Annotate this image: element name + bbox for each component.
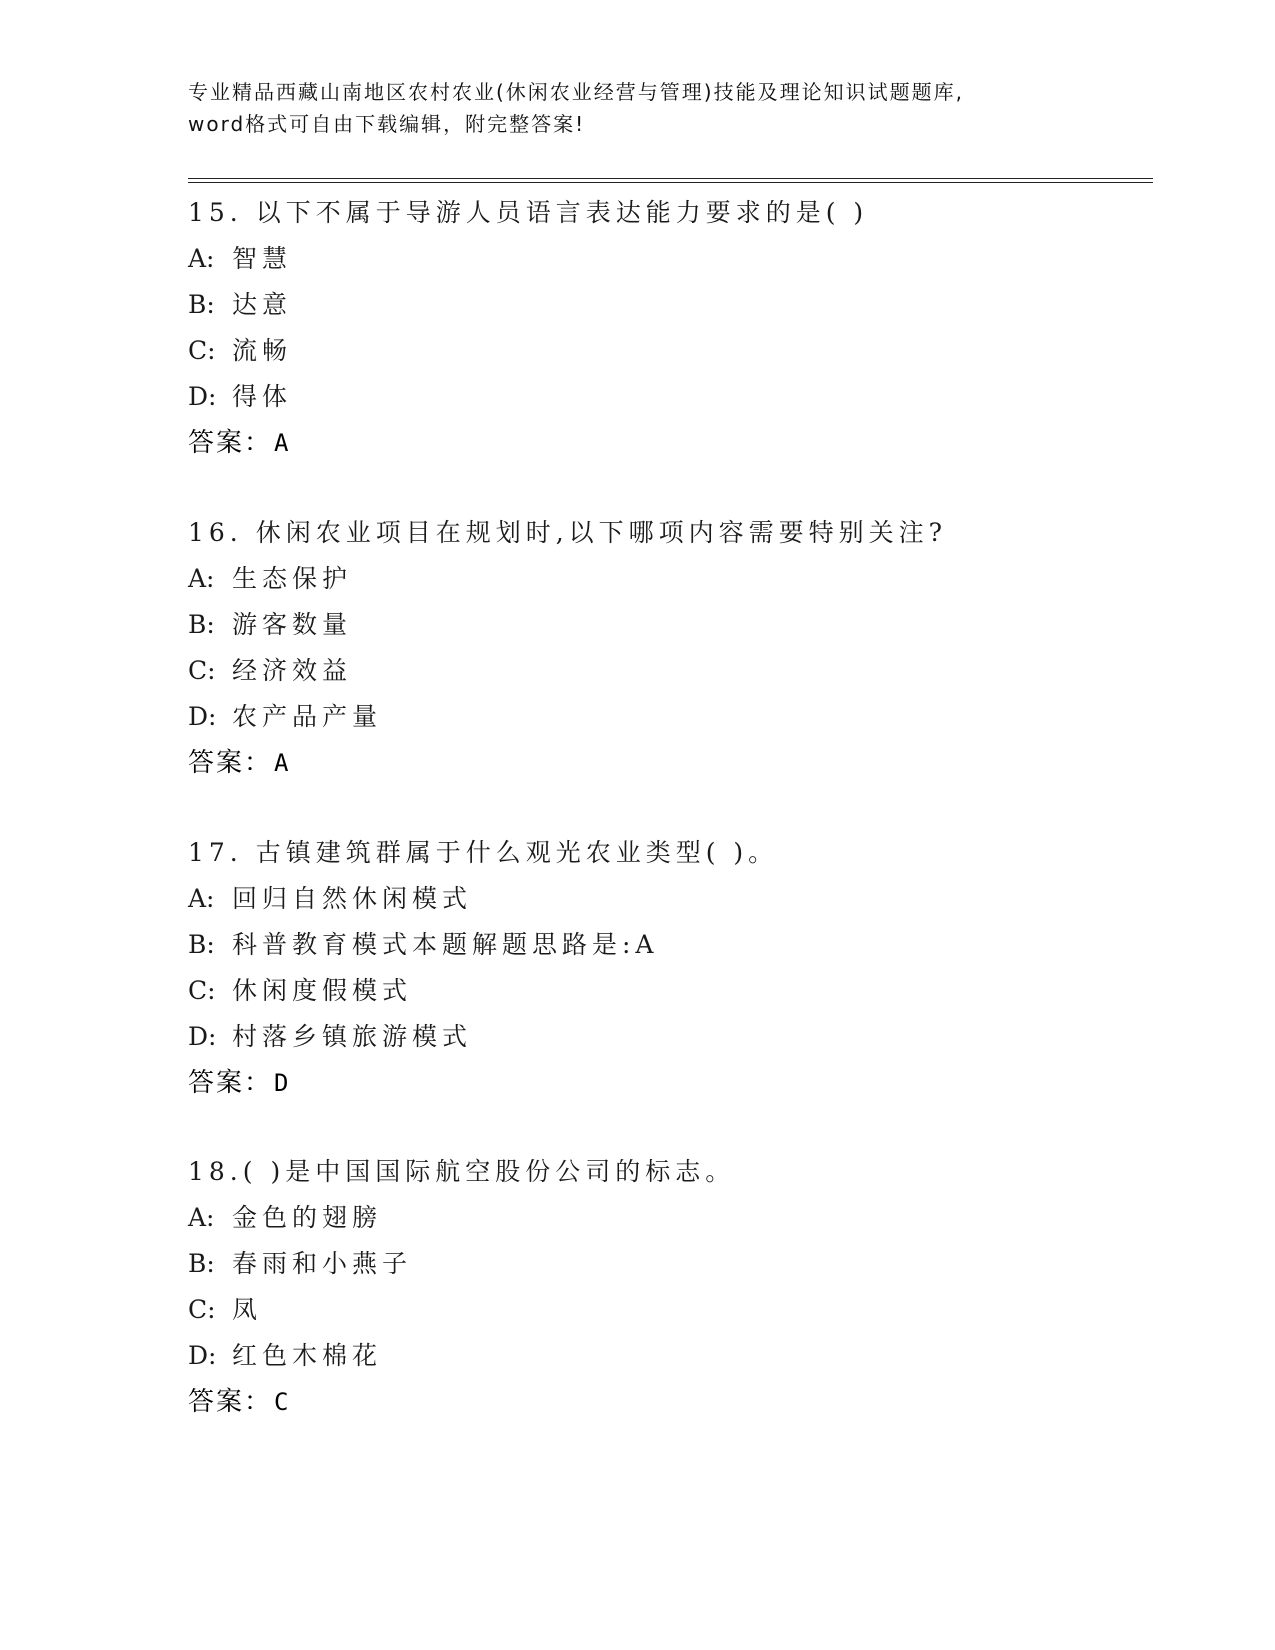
option-key: C:: [188, 1295, 216, 1324]
option-key: D:: [188, 382, 217, 411]
option-key: B:: [188, 610, 215, 639]
answer-line: [188, 420, 1168, 466]
option-text: 流畅: [232, 336, 293, 365]
option-key: C:: [188, 976, 216, 1005]
question-18: [188, 1149, 1168, 1425]
option-key: B:: [188, 1249, 215, 1278]
option-a: [188, 1195, 1168, 1241]
answer-line: [188, 1060, 1168, 1106]
answer-label: 答案：: [188, 1387, 273, 1417]
answer-value: A: [274, 749, 289, 777]
question-stem: 18.( )是中国国际航空股份公司的标志。: [188, 1157, 736, 1186]
option-d: [188, 1333, 1168, 1379]
question-stem: 15. 以下不属于导游人员语言表达能力要求的是( ): [188, 198, 869, 227]
option-key: D:: [188, 1022, 217, 1051]
header-title-line-1: 专业精品西藏山南地区农村农业(休闲农业经营与管理)技能及理论知识试题题库,: [188, 80, 964, 104]
option-a: [188, 876, 1168, 922]
answer-label: 答案：: [188, 1068, 273, 1098]
option-key: A:: [188, 1203, 215, 1232]
option-key: C:: [188, 336, 216, 365]
option-b: [188, 1241, 1168, 1287]
option-a: [188, 556, 1168, 602]
document-header: [188, 76, 1088, 140]
header-divider-top: [188, 178, 1153, 179]
option-b: [188, 602, 1168, 648]
option-text: 村落乡镇旅游模式: [232, 1022, 473, 1051]
answer-value: C: [274, 1388, 289, 1416]
option-text: 游客数量: [232, 610, 353, 639]
answer-value: D: [274, 1069, 289, 1097]
option-key: D:: [188, 1341, 217, 1370]
question-15: [188, 190, 1168, 466]
option-text: 休闲度假模式: [232, 976, 413, 1005]
option-c: [188, 328, 1168, 374]
option-text: 农产品产量: [232, 702, 383, 731]
header-divider-bottom: [188, 182, 1153, 183]
option-d: [188, 374, 1168, 420]
option-d: [188, 1014, 1168, 1060]
option-key: A:: [188, 564, 215, 593]
answer-label: 答案：: [188, 428, 273, 458]
option-c: [188, 968, 1168, 1014]
option-key: D:: [188, 702, 217, 731]
answer-line: [188, 1379, 1168, 1425]
option-key: A:: [188, 884, 215, 913]
option-key: B:: [188, 930, 215, 959]
option-a: [188, 236, 1168, 282]
question-16: [188, 510, 1168, 786]
option-text: 得体: [232, 382, 293, 411]
option-b: [188, 282, 1168, 328]
question-stem: 16. 休闲农业项目在规划时,以下哪项内容需要特别关注?: [188, 518, 948, 547]
header-title-line-2: word格式可自由下载编辑，附完整答案!: [188, 112, 586, 136]
option-text: 凤: [232, 1295, 263, 1324]
option-c: [188, 1287, 1168, 1333]
option-c: [188, 648, 1168, 694]
option-text: 生态保护: [232, 564, 353, 593]
option-key: B:: [188, 290, 215, 319]
option-d: [188, 694, 1168, 740]
option-text: 智慧: [232, 244, 293, 273]
option-key: C:: [188, 656, 216, 685]
answer-label: 答案：: [188, 748, 273, 778]
answer-line: [188, 740, 1168, 786]
option-text: 回归自然休闲模式: [232, 884, 473, 913]
option-text: 达意: [232, 290, 293, 319]
question-stem: 17. 古镇建筑群属于什么观光农业类型( )。: [188, 838, 779, 867]
option-text: 科普教育模式本题解题思路是:A: [232, 930, 659, 959]
option-text: 红色木棉花: [232, 1341, 383, 1370]
option-key: A:: [188, 244, 215, 273]
answer-value: A: [274, 429, 289, 457]
option-b: [188, 922, 1168, 968]
option-text: 金色的翅膀: [232, 1203, 383, 1232]
option-text: 春雨和小燕子: [232, 1249, 413, 1278]
option-text: 经济效益: [232, 656, 353, 685]
question-17: [188, 830, 1168, 1106]
